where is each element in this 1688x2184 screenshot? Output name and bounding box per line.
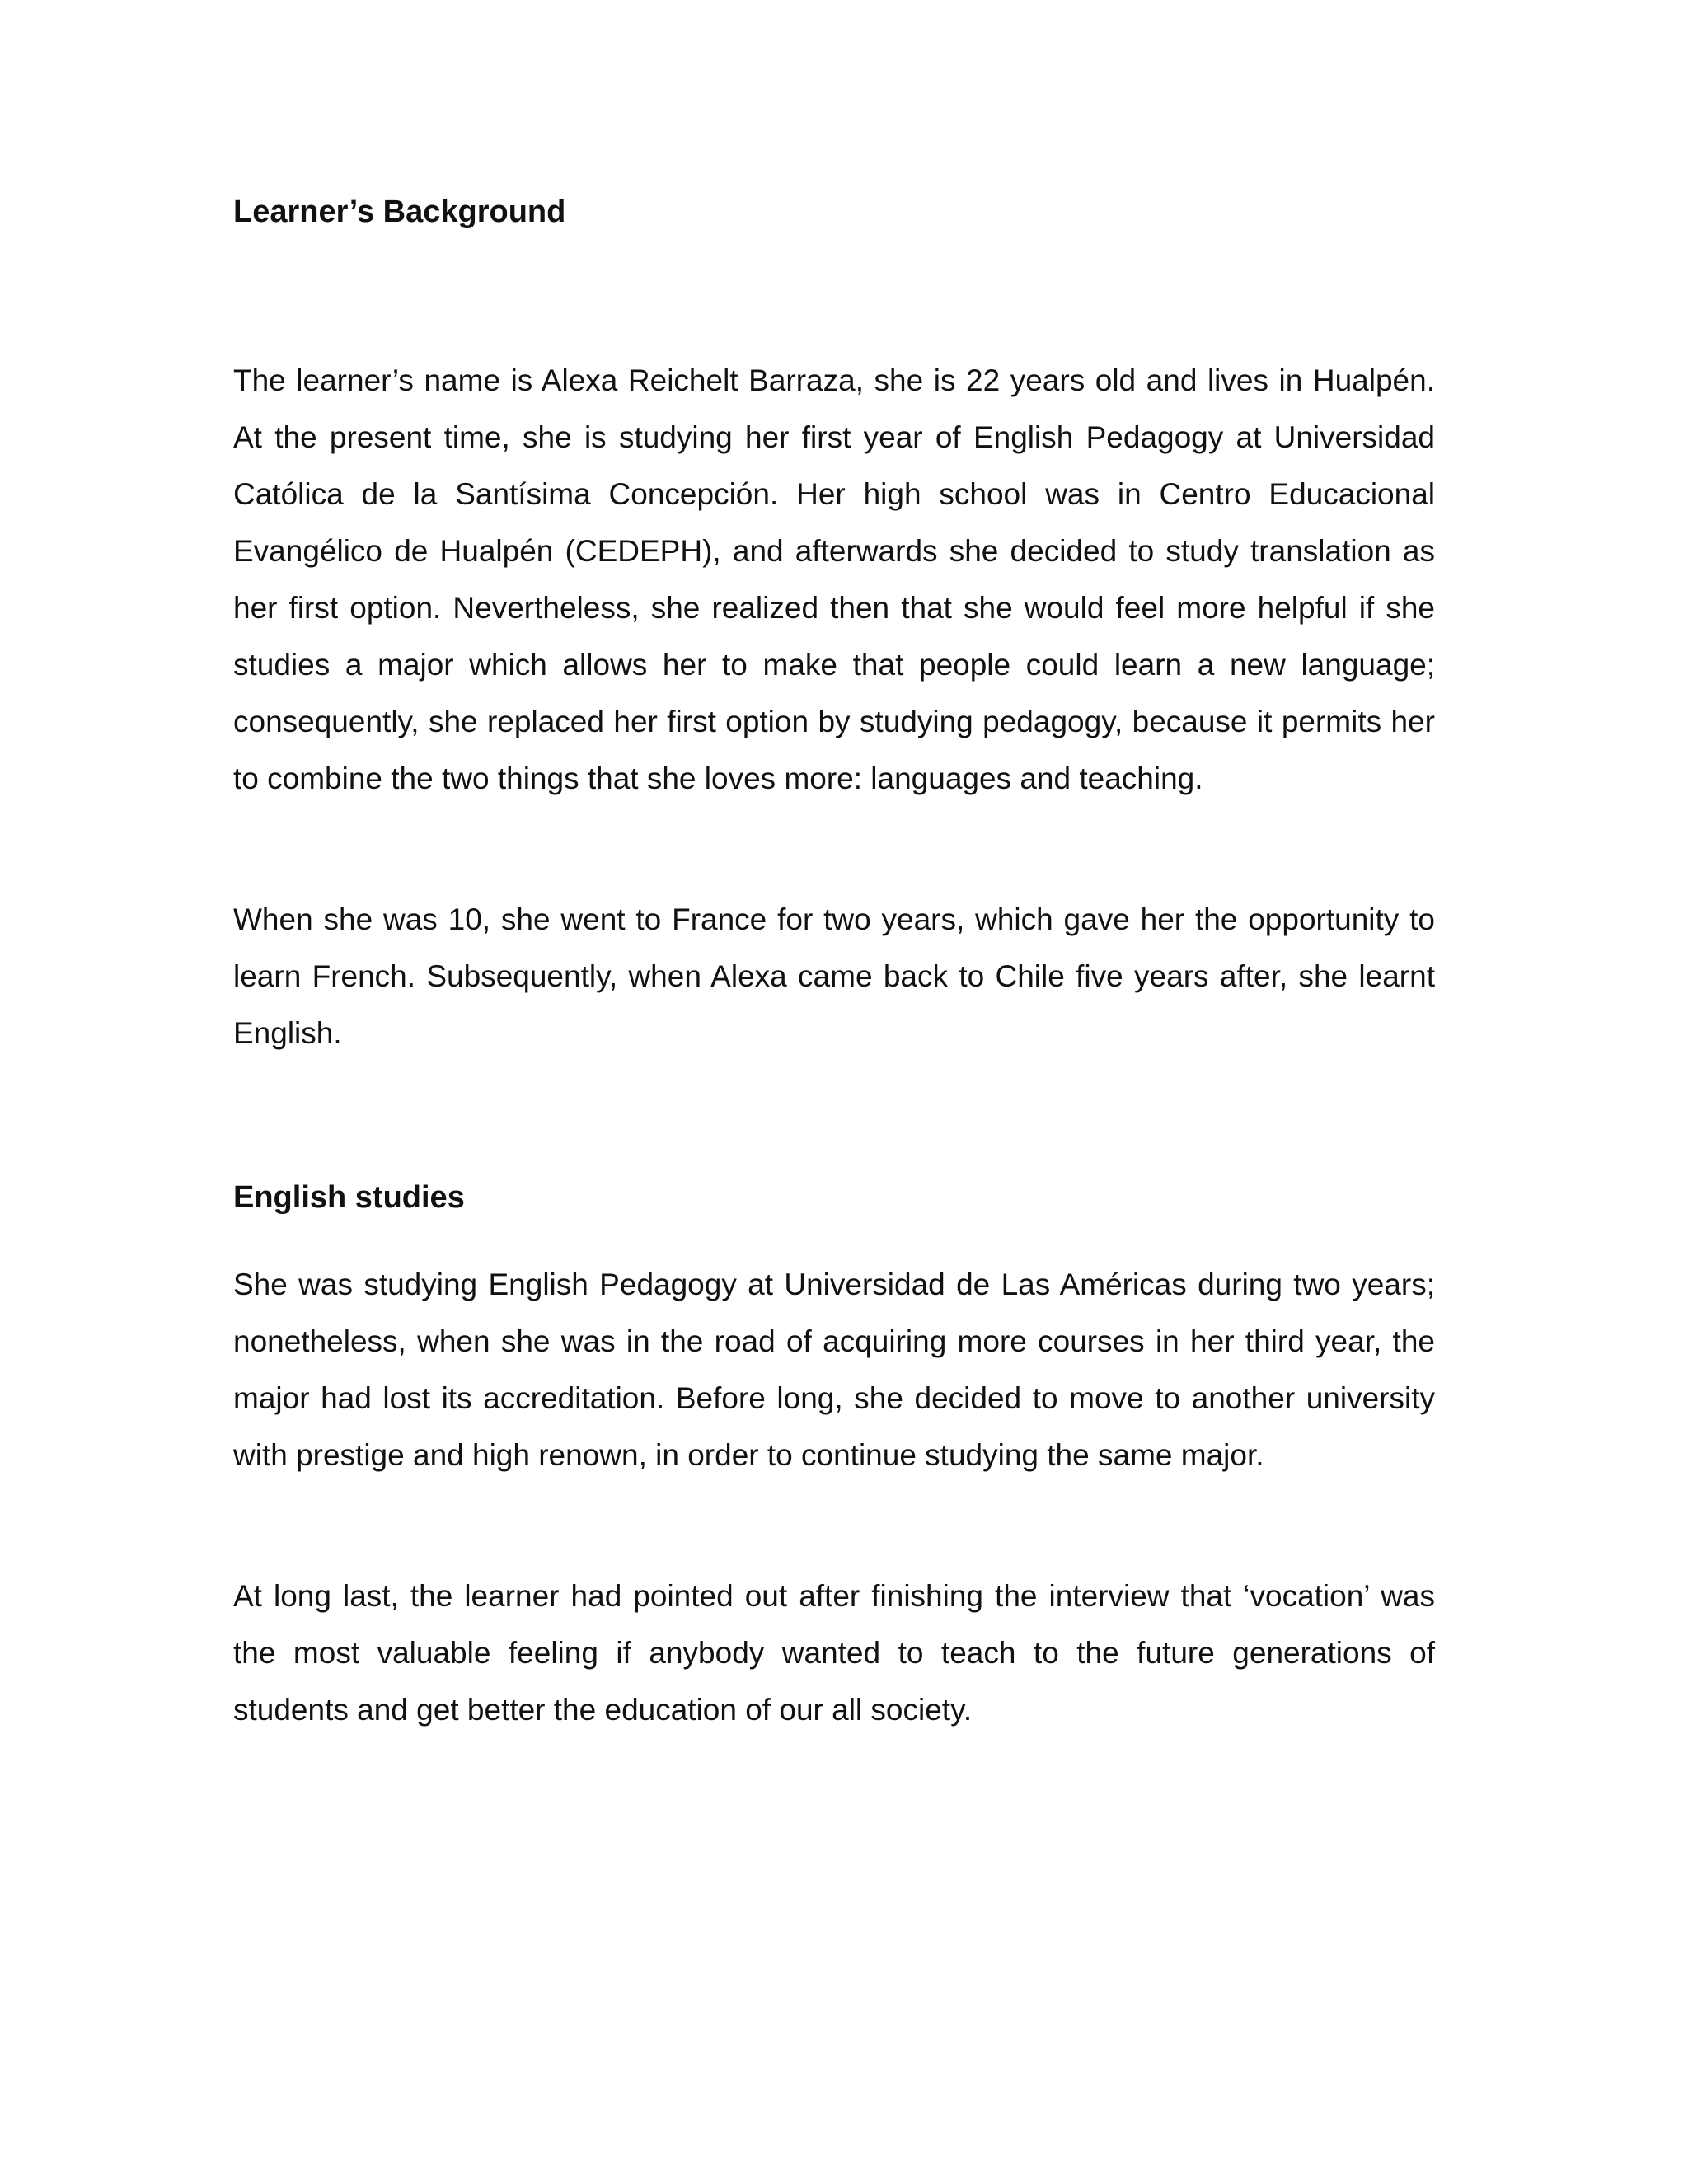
paragraph-language-history: When she was 10, she went to France for two years, which gave her the opportunity to learn French. Subsequently, when Alexa came back to Chile five years after, she learnt English. bbox=[233, 902, 1435, 1050]
section-heading-english-studies: English studies bbox=[233, 1180, 465, 1215]
paragraph-university-history: She was studying English Pedagogy at Universidad de Las Américas during two years; nonetheless, when she was in the road of acquiring more courses in her third year, the major had lost its accreditation. Before long, she decided to move to another university with prestige and high renown, in order to continue studying the same major. bbox=[233, 1268, 1435, 1472]
paragraph-vocation: At long last, the learner had pointed out after finishing the interview that ‘vocation’ was the most valuable feeling if anybody wanted to teach to the future generations of students and get better the education of our all society. bbox=[233, 1579, 1435, 1727]
section-heading-learners-background: Learner’s Background bbox=[233, 194, 566, 229]
paragraph-learner-profile: The learner’s name is Alexa Reichelt Barraza, she is 22 years old and lives in Hualpén. At the present time, she is studying her first year of English Pedagogy at Universidad Católica de la Santísima Concepción. Her high school was in Centro Educacional Evangélico de Hualpén (CEDEPH), and afterwards she decided to study translation as her first option. Nevertheless, she realized then that she would feel more helpful if she studies a major which allows her to make that people could learn a new language; consequently, she replaced her first option by studying pedagogy, because it permits her to combine the two things that she loves more: languages and teaching. bbox=[233, 363, 1435, 795]
